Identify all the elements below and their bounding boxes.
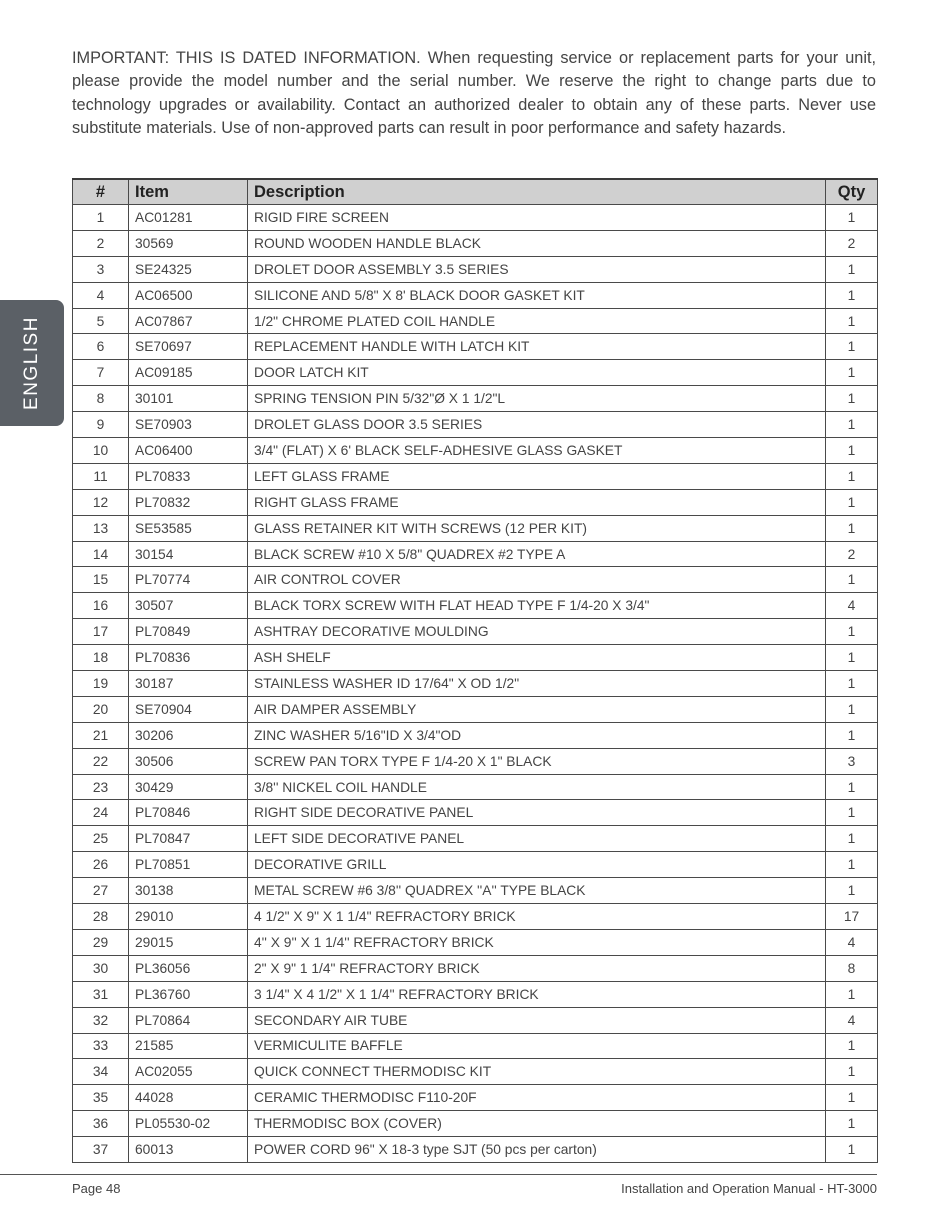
row-number: 3 bbox=[73, 256, 129, 282]
item-code: PL36056 bbox=[129, 955, 248, 981]
item-description: VERMICULITE BAFFLE bbox=[248, 1033, 826, 1059]
row-number: 21 bbox=[73, 722, 129, 748]
header-number: # bbox=[73, 179, 129, 205]
row-number: 31 bbox=[73, 981, 129, 1007]
table-row bbox=[73, 774, 878, 800]
item-description: RIGHT GLASS FRAME bbox=[248, 489, 826, 515]
table-row bbox=[73, 748, 878, 774]
table-row bbox=[73, 256, 878, 282]
item-description: QUICK CONNECT THERMODISC KIT bbox=[248, 1059, 826, 1085]
item-qty: 1 bbox=[826, 619, 878, 645]
item-code: SE70903 bbox=[129, 412, 248, 438]
item-description: 3/4" (FLAT) X 6' BLACK SELF-ADHESIVE GLASS GASKET bbox=[248, 438, 826, 464]
item-qty: 1 bbox=[826, 800, 878, 826]
item-description: DROLET DOOR ASSEMBLY 3.5 SERIES bbox=[248, 256, 826, 282]
parts-table bbox=[72, 178, 878, 1163]
item-description: THERMODISC BOX (COVER) bbox=[248, 1111, 826, 1137]
table-row bbox=[73, 593, 878, 619]
item-code: PL70836 bbox=[129, 645, 248, 671]
item-qty: 1 bbox=[826, 515, 878, 541]
item-qty: 1 bbox=[826, 1033, 878, 1059]
row-number: 24 bbox=[73, 800, 129, 826]
item-qty: 17 bbox=[826, 904, 878, 930]
table-row bbox=[73, 800, 878, 826]
item-code: 30154 bbox=[129, 541, 248, 567]
item-code: PL70833 bbox=[129, 463, 248, 489]
item-code: 44028 bbox=[129, 1085, 248, 1111]
item-qty: 1 bbox=[826, 774, 878, 800]
item-code: SE70904 bbox=[129, 696, 248, 722]
item-qty: 3 bbox=[826, 748, 878, 774]
row-number: 13 bbox=[73, 515, 129, 541]
row-number: 36 bbox=[73, 1111, 129, 1137]
item-qty: 1 bbox=[826, 878, 878, 904]
table-row bbox=[73, 334, 878, 360]
item-description: RIGID FIRE SCREEN bbox=[248, 205, 826, 231]
item-qty: 1 bbox=[826, 722, 878, 748]
row-number: 27 bbox=[73, 878, 129, 904]
important-notice: IMPORTANT: THIS IS DATED INFORMATION. When requesting service or replacement parts for your unit, please provide the model number and the serial number. We reserve the right to change parts due to technology upgrades or availability. Contact an authorized dealer to obtain any of these parts. Never use substitute materials. Use of non-approved parts can result in poor performance and safety hazards. bbox=[72, 49, 876, 137]
row-number: 30 bbox=[73, 955, 129, 981]
item-description: AIR CONTROL COVER bbox=[248, 567, 826, 593]
table-row bbox=[73, 645, 878, 671]
item-description: SPRING TENSION PIN 5/32"Ø X 1 1/2"L bbox=[248, 386, 826, 412]
table-row bbox=[73, 1111, 878, 1137]
table-row bbox=[73, 981, 878, 1007]
item-qty: 1 bbox=[826, 489, 878, 515]
item-code: 29015 bbox=[129, 929, 248, 955]
row-number: 18 bbox=[73, 645, 129, 671]
table-row bbox=[73, 412, 878, 438]
item-qty: 1 bbox=[826, 671, 878, 697]
item-code: 30138 bbox=[129, 878, 248, 904]
item-code: AC06400 bbox=[129, 438, 248, 464]
item-qty: 1 bbox=[826, 1137, 878, 1163]
item-qty: 1 bbox=[826, 1085, 878, 1111]
item-code: AC06500 bbox=[129, 282, 248, 308]
item-description: DECORATIVE GRILL bbox=[248, 852, 826, 878]
item-qty: 1 bbox=[826, 256, 878, 282]
item-description: 2" X 9" 1 1/4" REFRACTORY BRICK bbox=[248, 955, 826, 981]
row-number: 2 bbox=[73, 230, 129, 256]
table-row bbox=[73, 955, 878, 981]
page-number: Page 48 bbox=[72, 1181, 121, 1196]
header-qty: Qty bbox=[826, 179, 878, 205]
row-number: 34 bbox=[73, 1059, 129, 1085]
item-code: 30101 bbox=[129, 386, 248, 412]
item-qty: 1 bbox=[826, 205, 878, 231]
item-code: PL70849 bbox=[129, 619, 248, 645]
row-number: 37 bbox=[73, 1137, 129, 1163]
item-description: 3/8'' NICKEL COIL HANDLE bbox=[248, 774, 826, 800]
row-number: 1 bbox=[73, 205, 129, 231]
item-code: SE24325 bbox=[129, 256, 248, 282]
row-number: 32 bbox=[73, 1007, 129, 1033]
item-qty: 1 bbox=[826, 696, 878, 722]
item-description: ZINC WASHER 5/16"ID X 3/4"OD bbox=[248, 722, 826, 748]
table-row bbox=[73, 567, 878, 593]
item-code: PL70832 bbox=[129, 489, 248, 515]
row-number: 23 bbox=[73, 774, 129, 800]
item-code: PL70774 bbox=[129, 567, 248, 593]
item-description: SECONDARY AIR TUBE bbox=[248, 1007, 826, 1033]
row-number: 10 bbox=[73, 438, 129, 464]
item-qty: 1 bbox=[826, 981, 878, 1007]
row-number: 25 bbox=[73, 826, 129, 852]
table-row bbox=[73, 852, 878, 878]
table-row bbox=[73, 671, 878, 697]
parts-table-body bbox=[73, 205, 878, 1163]
item-qty: 1 bbox=[826, 308, 878, 334]
table-row bbox=[73, 438, 878, 464]
item-code: PL70847 bbox=[129, 826, 248, 852]
item-code: 30507 bbox=[129, 593, 248, 619]
table-row bbox=[73, 386, 878, 412]
item-description: BLACK SCREW #10 X 5/8" QUADREX #2 TYPE A bbox=[248, 541, 826, 567]
row-number: 17 bbox=[73, 619, 129, 645]
item-qty: 2 bbox=[826, 541, 878, 567]
item-code: PL70864 bbox=[129, 1007, 248, 1033]
row-number: 15 bbox=[73, 567, 129, 593]
item-code: AC09185 bbox=[129, 360, 248, 386]
item-qty: 1 bbox=[826, 645, 878, 671]
item-code: 30429 bbox=[129, 774, 248, 800]
row-number: 22 bbox=[73, 748, 129, 774]
row-number: 16 bbox=[73, 593, 129, 619]
table-row bbox=[73, 489, 878, 515]
table-row bbox=[73, 1137, 878, 1163]
item-code: 60013 bbox=[129, 1137, 248, 1163]
table-row bbox=[73, 878, 878, 904]
item-qty: 1 bbox=[826, 412, 878, 438]
language-tab-label: ENGLISH bbox=[21, 316, 42, 410]
item-qty: 1 bbox=[826, 438, 878, 464]
item-code: AC07867 bbox=[129, 308, 248, 334]
row-number: 11 bbox=[73, 463, 129, 489]
row-number: 14 bbox=[73, 541, 129, 567]
table-row bbox=[73, 826, 878, 852]
language-tab bbox=[0, 300, 64, 426]
row-number: 4 bbox=[73, 282, 129, 308]
row-number: 8 bbox=[73, 386, 129, 412]
row-number: 29 bbox=[73, 929, 129, 955]
item-qty: 1 bbox=[826, 1111, 878, 1137]
item-description: METAL SCREW #6 3/8'' QUADREX ''A'' TYPE BLACK bbox=[248, 878, 826, 904]
table-row bbox=[73, 205, 878, 231]
item-qty: 1 bbox=[826, 360, 878, 386]
item-code: SE70697 bbox=[129, 334, 248, 360]
item-description: SCREW PAN TORX TYPE F 1/4-20 X 1" BLACK bbox=[248, 748, 826, 774]
item-code: 30506 bbox=[129, 748, 248, 774]
row-number: 12 bbox=[73, 489, 129, 515]
item-description: DOOR LATCH KIT bbox=[248, 360, 826, 386]
item-code: AC01281 bbox=[129, 205, 248, 231]
table-header-row bbox=[73, 179, 878, 205]
item-description: LEFT SIDE DECORATIVE PANEL bbox=[248, 826, 826, 852]
table-row bbox=[73, 230, 878, 256]
item-code: AC02055 bbox=[129, 1059, 248, 1085]
header-item: Item bbox=[129, 179, 248, 205]
row-number: 35 bbox=[73, 1085, 129, 1111]
item-description: GLASS RETAINER KIT WITH SCREWS (12 PER KIT) bbox=[248, 515, 826, 541]
table-row bbox=[73, 515, 878, 541]
row-number: 7 bbox=[73, 360, 129, 386]
item-code: PL05530-02 bbox=[129, 1111, 248, 1137]
item-description: 1/2" CHROME PLATED COIL HANDLE bbox=[248, 308, 826, 334]
item-description: DROLET GLASS DOOR 3.5 SERIES bbox=[248, 412, 826, 438]
item-description: SILICONE AND 5/8" X 8' BLACK DOOR GASKET KIT bbox=[248, 282, 826, 308]
row-number: 6 bbox=[73, 334, 129, 360]
item-code: PL70846 bbox=[129, 800, 248, 826]
table-row bbox=[73, 1085, 878, 1111]
item-description: BLACK TORX SCREW WITH FLAT HEAD TYPE F 1/4-20 X 3/4" bbox=[248, 593, 826, 619]
table-row bbox=[73, 929, 878, 955]
item-qty: 1 bbox=[826, 282, 878, 308]
item-qty: 1 bbox=[826, 567, 878, 593]
row-number: 28 bbox=[73, 904, 129, 930]
manual-title: Installation and Operation Manual - HT-3000 bbox=[621, 1181, 877, 1196]
item-qty: 2 bbox=[826, 230, 878, 256]
item-code: 21585 bbox=[129, 1033, 248, 1059]
table-row bbox=[73, 360, 878, 386]
item-description: ROUND WOODEN HANDLE BLACK bbox=[248, 230, 826, 256]
item-qty: 1 bbox=[826, 334, 878, 360]
item-code: PL70851 bbox=[129, 852, 248, 878]
item-code: 29010 bbox=[129, 904, 248, 930]
item-code: 30569 bbox=[129, 230, 248, 256]
item-description: LEFT GLASS FRAME bbox=[248, 463, 826, 489]
item-description: POWER CORD 96" X 18-3 type SJT (50 pcs per carton) bbox=[248, 1137, 826, 1163]
item-description: STAINLESS WASHER ID 17/64" X OD 1/2" bbox=[248, 671, 826, 697]
item-code: 30206 bbox=[129, 722, 248, 748]
item-description: RIGHT SIDE DECORATIVE PANEL bbox=[248, 800, 826, 826]
item-description: ASHTRAY DECORATIVE MOULDING bbox=[248, 619, 826, 645]
footer-divider bbox=[0, 1174, 877, 1175]
item-qty: 1 bbox=[826, 463, 878, 489]
table-row bbox=[73, 619, 878, 645]
item-qty: 1 bbox=[826, 826, 878, 852]
item-description: AIR DAMPER ASSEMBLY bbox=[248, 696, 826, 722]
table-row bbox=[73, 1059, 878, 1085]
table-row bbox=[73, 463, 878, 489]
item-code: 30187 bbox=[129, 671, 248, 697]
table-row bbox=[73, 722, 878, 748]
item-description: 3 1/4" X 4 1/2" X 1 1/4" REFRACTORY BRICK bbox=[248, 981, 826, 1007]
row-number: 20 bbox=[73, 696, 129, 722]
item-description: ASH SHELF bbox=[248, 645, 826, 671]
item-qty: 1 bbox=[826, 1059, 878, 1085]
header-description: Description bbox=[248, 179, 826, 205]
row-number: 9 bbox=[73, 412, 129, 438]
item-code: SE53585 bbox=[129, 515, 248, 541]
item-code: PL36760 bbox=[129, 981, 248, 1007]
table-row bbox=[73, 1007, 878, 1033]
item-description: CERAMIC THERMODISC F110-20F bbox=[248, 1085, 826, 1111]
row-number: 26 bbox=[73, 852, 129, 878]
item-description: 4'' X 9'' X 1 1/4'' REFRACTORY BRICK bbox=[248, 929, 826, 955]
row-number: 5 bbox=[73, 308, 129, 334]
item-qty: 8 bbox=[826, 955, 878, 981]
item-qty: 1 bbox=[826, 852, 878, 878]
item-description: REPLACEMENT HANDLE WITH LATCH KIT bbox=[248, 334, 826, 360]
item-qty: 1 bbox=[826, 386, 878, 412]
table-row bbox=[73, 904, 878, 930]
row-number: 33 bbox=[73, 1033, 129, 1059]
item-qty: 4 bbox=[826, 929, 878, 955]
item-qty: 4 bbox=[826, 1007, 878, 1033]
table-row bbox=[73, 282, 878, 308]
table-row bbox=[73, 541, 878, 567]
item-qty: 4 bbox=[826, 593, 878, 619]
table-row bbox=[73, 696, 878, 722]
row-number: 19 bbox=[73, 671, 129, 697]
table-row bbox=[73, 1033, 878, 1059]
table-row bbox=[73, 308, 878, 334]
item-description: 4 1/2" X 9" X 1 1/4" REFRACTORY BRICK bbox=[248, 904, 826, 930]
